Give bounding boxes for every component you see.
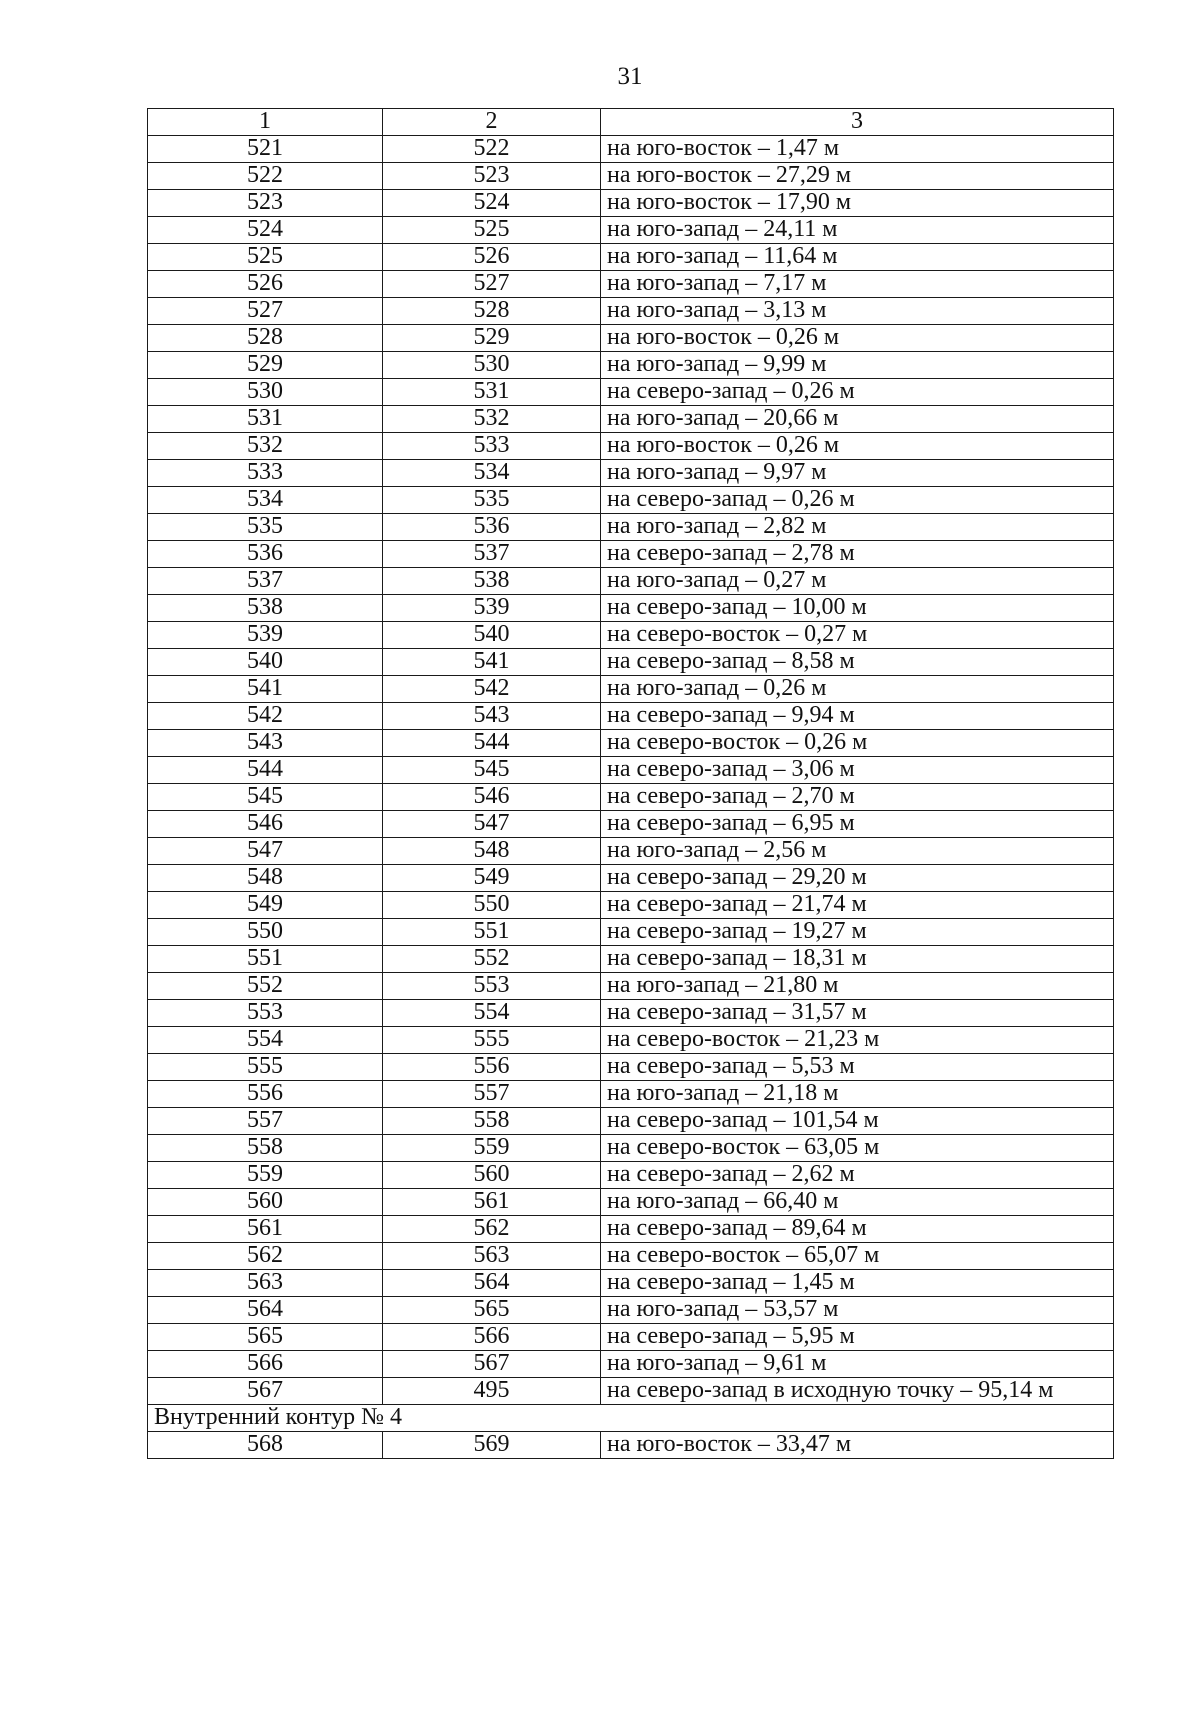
direction-distance-cell: на юго-запад – 24,11 м [601, 217, 1114, 244]
point-to-cell: 533 [383, 433, 601, 460]
point-to-cell: 554 [383, 1000, 601, 1027]
direction-distance-cell: на северо-запад в исходную точку – 95,14 м [601, 1378, 1114, 1405]
point-from-cell: 547 [148, 838, 383, 865]
point-from-cell: 568 [148, 1432, 383, 1459]
direction-distance-cell: на северо-запад – 6,95 м [601, 811, 1114, 838]
point-from-cell: 540 [148, 649, 383, 676]
table-row [148, 865, 1114, 892]
direction-distance-cell: на юго-запад – 9,97 м [601, 460, 1114, 487]
point-to-cell: 555 [383, 1027, 601, 1054]
point-to-cell: 535 [383, 487, 601, 514]
direction-distance-cell: на юго-восток – 1,47 м [601, 136, 1114, 163]
point-from-cell: 546 [148, 811, 383, 838]
point-to-cell: 567 [383, 1351, 601, 1378]
point-from-cell: 521 [148, 136, 383, 163]
point-to-cell: 528 [383, 298, 601, 325]
direction-distance-cell: на юго-запад – 21,18 м [601, 1081, 1114, 1108]
point-to-cell: 540 [383, 622, 601, 649]
table-row [148, 1162, 1114, 1189]
point-from-cell: 558 [148, 1135, 383, 1162]
table-row [148, 1297, 1114, 1324]
table-row [148, 163, 1114, 190]
table-row [148, 1243, 1114, 1270]
table-row [148, 595, 1114, 622]
point-to-cell: 536 [383, 514, 601, 541]
point-to-cell: 542 [383, 676, 601, 703]
point-from-cell: 535 [148, 514, 383, 541]
direction-distance-cell: на северо-восток – 0,27 м [601, 622, 1114, 649]
direction-distance-cell: на северо-запад – 8,58 м [601, 649, 1114, 676]
table-row [148, 892, 1114, 919]
table-row [148, 703, 1114, 730]
column-header-3: 3 [601, 109, 1114, 136]
direction-distance-cell: на северо-восток – 21,23 м [601, 1027, 1114, 1054]
table-row [148, 325, 1114, 352]
point-to-cell: 537 [383, 541, 601, 568]
point-from-cell: 553 [148, 1000, 383, 1027]
direction-distance-cell: на северо-запад – 18,31 м [601, 946, 1114, 973]
table-row [148, 433, 1114, 460]
table-row [148, 487, 1114, 514]
direction-distance-cell: на юго-запад – 9,61 м [601, 1351, 1114, 1378]
direction-distance-cell: на северо-запад – 2,78 м [601, 541, 1114, 568]
point-from-cell: 559 [148, 1162, 383, 1189]
point-to-cell: 549 [383, 865, 601, 892]
table-row [148, 136, 1114, 163]
point-from-cell: 551 [148, 946, 383, 973]
point-from-cell: 565 [148, 1324, 383, 1351]
table-row [148, 379, 1114, 406]
direction-distance-cell: на юго-запад – 3,13 м [601, 298, 1114, 325]
point-to-cell: 527 [383, 271, 601, 298]
point-to-cell: 552 [383, 946, 601, 973]
direction-distance-cell: на северо-запад – 0,26 м [601, 379, 1114, 406]
table-row [148, 1432, 1114, 1459]
point-to-cell: 522 [383, 136, 601, 163]
point-from-cell: 539 [148, 622, 383, 649]
point-from-cell: 528 [148, 325, 383, 352]
point-to-cell: 531 [383, 379, 601, 406]
point-from-cell: 530 [148, 379, 383, 406]
point-from-cell: 529 [148, 352, 383, 379]
table-row [148, 298, 1114, 325]
point-from-cell: 563 [148, 1270, 383, 1297]
section-title: Внутренний контур № 4 [148, 1405, 1114, 1432]
point-from-cell: 527 [148, 298, 383, 325]
direction-distance-cell: на юго-запад – 9,99 м [601, 352, 1114, 379]
point-from-cell: 536 [148, 541, 383, 568]
point-from-cell: 532 [148, 433, 383, 460]
point-to-cell: 550 [383, 892, 601, 919]
point-to-cell: 541 [383, 649, 601, 676]
direction-distance-cell: на юго-запад – 2,56 м [601, 838, 1114, 865]
point-to-cell: 524 [383, 190, 601, 217]
point-to-cell: 565 [383, 1297, 601, 1324]
table-row [148, 1081, 1114, 1108]
direction-distance-cell: на северо-запад – 2,70 м [601, 784, 1114, 811]
table-row [148, 1216, 1114, 1243]
table-row [148, 973, 1114, 1000]
table-row [148, 757, 1114, 784]
direction-distance-cell: на юго-запад – 20,66 м [601, 406, 1114, 433]
table-row [148, 217, 1114, 244]
point-to-cell: 553 [383, 973, 601, 1000]
table-row [148, 1027, 1114, 1054]
point-to-cell: 563 [383, 1243, 601, 1270]
point-to-cell: 532 [383, 406, 601, 433]
point-from-cell: 550 [148, 919, 383, 946]
point-from-cell: 560 [148, 1189, 383, 1216]
table-row [148, 946, 1114, 973]
point-from-cell: 542 [148, 703, 383, 730]
point-to-cell: 539 [383, 595, 601, 622]
table-row [148, 1054, 1114, 1081]
point-to-cell: 557 [383, 1081, 601, 1108]
point-from-cell: 531 [148, 406, 383, 433]
point-to-cell: 559 [383, 1135, 601, 1162]
table-row [148, 244, 1114, 271]
point-to-cell: 558 [383, 1108, 601, 1135]
point-from-cell: 555 [148, 1054, 383, 1081]
point-to-cell: 547 [383, 811, 601, 838]
direction-distance-cell: на юго-запад – 0,27 м [601, 568, 1114, 595]
point-to-cell: 534 [383, 460, 601, 487]
direction-distance-cell: на юго-запад – 0,26 м [601, 676, 1114, 703]
direction-distance-cell: на юго-запад – 2,82 м [601, 514, 1114, 541]
direction-distance-cell: на северо-запад – 19,27 м [601, 919, 1114, 946]
point-from-cell: 557 [148, 1108, 383, 1135]
point-from-cell: 534 [148, 487, 383, 514]
point-to-cell: 545 [383, 757, 601, 784]
point-from-cell: 564 [148, 1297, 383, 1324]
point-to-cell: 495 [383, 1378, 601, 1405]
direction-distance-cell: на северо-запад – 3,06 м [601, 757, 1114, 784]
point-from-cell: 543 [148, 730, 383, 757]
point-from-cell: 541 [148, 676, 383, 703]
point-to-cell: 538 [383, 568, 601, 595]
direction-distance-cell: на северо-запад – 9,94 м [601, 703, 1114, 730]
table-row [148, 541, 1114, 568]
point-from-cell: 548 [148, 865, 383, 892]
point-from-cell: 549 [148, 892, 383, 919]
page-number: 31 [617, 63, 643, 90]
direction-distance-cell: на северо-запад – 1,45 м [601, 1270, 1114, 1297]
direction-distance-cell: на северо-запад – 101,54 м [601, 1108, 1114, 1135]
table-row [148, 190, 1114, 217]
point-from-cell: 545 [148, 784, 383, 811]
table-row [148, 568, 1114, 595]
direction-distance-cell: на северо-запад – 89,64 м [601, 1216, 1114, 1243]
table-header-row [148, 109, 1114, 136]
point-from-cell: 566 [148, 1351, 383, 1378]
direction-distance-cell: на юго-восток – 33,47 м [601, 1432, 1114, 1459]
point-from-cell: 561 [148, 1216, 383, 1243]
table-row [148, 919, 1114, 946]
direction-distance-cell: на северо-восток – 65,07 м [601, 1243, 1114, 1270]
point-to-cell: 529 [383, 325, 601, 352]
point-from-cell: 524 [148, 217, 383, 244]
table-row [148, 676, 1114, 703]
direction-distance-cell: на юго-восток – 0,26 м [601, 433, 1114, 460]
table-row [148, 352, 1114, 379]
point-from-cell: 526 [148, 271, 383, 298]
point-from-cell: 554 [148, 1027, 383, 1054]
table-row [148, 514, 1114, 541]
point-to-cell: 564 [383, 1270, 601, 1297]
point-to-cell: 548 [383, 838, 601, 865]
table-row [148, 1189, 1114, 1216]
point-from-cell: 523 [148, 190, 383, 217]
point-to-cell: 523 [383, 163, 601, 190]
direction-distance-cell: на юго-восток – 17,90 м [601, 190, 1114, 217]
point-from-cell: 544 [148, 757, 383, 784]
point-to-cell: 551 [383, 919, 601, 946]
point-from-cell: 552 [148, 973, 383, 1000]
table-row [148, 406, 1114, 433]
point-from-cell: 537 [148, 568, 383, 595]
point-to-cell: 526 [383, 244, 601, 271]
direction-distance-cell: на юго-восток – 0,26 м [601, 325, 1114, 352]
point-to-cell: 566 [383, 1324, 601, 1351]
point-from-cell: 567 [148, 1378, 383, 1405]
direction-distance-cell: на юго-запад – 7,17 м [601, 271, 1114, 298]
point-to-cell: 530 [383, 352, 601, 379]
point-to-cell: 546 [383, 784, 601, 811]
section-row [148, 1405, 1114, 1432]
direction-distance-cell: на юго-запад – 53,57 м [601, 1297, 1114, 1324]
point-from-cell: 525 [148, 244, 383, 271]
direction-distance-cell: на северо-восток – 63,05 м [601, 1135, 1114, 1162]
point-from-cell: 562 [148, 1243, 383, 1270]
table-row [148, 1351, 1114, 1378]
point-from-cell: 538 [148, 595, 383, 622]
table-row [148, 1135, 1114, 1162]
point-to-cell: 569 [383, 1432, 601, 1459]
direction-distance-cell: на северо-запад – 21,74 м [601, 892, 1114, 919]
column-header-1: 1 [148, 109, 383, 136]
point-to-cell: 525 [383, 217, 601, 244]
point-to-cell: 562 [383, 1216, 601, 1243]
table-row [148, 649, 1114, 676]
boundary-table [147, 108, 1114, 1459]
direction-distance-cell: на северо-запад – 2,62 м [601, 1162, 1114, 1189]
direction-distance-cell: на юго-запад – 11,64 м [601, 244, 1114, 271]
table-row [148, 271, 1114, 298]
direction-distance-cell: на северо-запад – 29,20 м [601, 865, 1114, 892]
direction-distance-cell: на юго-запад – 66,40 м [601, 1189, 1114, 1216]
point-to-cell: 561 [383, 1189, 601, 1216]
point-to-cell: 556 [383, 1054, 601, 1081]
direction-distance-cell: на северо-запад – 5,53 м [601, 1054, 1114, 1081]
point-from-cell: 556 [148, 1081, 383, 1108]
column-header-2: 2 [383, 109, 601, 136]
table-row [148, 730, 1114, 757]
table-row [148, 1324, 1114, 1351]
point-to-cell: 544 [383, 730, 601, 757]
direction-distance-cell: на юго-восток – 27,29 м [601, 163, 1114, 190]
direction-distance-cell: на северо-запад – 31,57 м [601, 1000, 1114, 1027]
table-row [148, 784, 1114, 811]
direction-distance-cell: на северо-запад – 10,00 м [601, 595, 1114, 622]
direction-distance-cell: на юго-запад – 21,80 м [601, 973, 1114, 1000]
table-row [148, 1378, 1114, 1405]
table-row [148, 838, 1114, 865]
table-row [148, 811, 1114, 838]
table-row [148, 460, 1114, 487]
direction-distance-cell: на северо-запад – 0,26 м [601, 487, 1114, 514]
direction-distance-cell: на северо-запад – 5,95 м [601, 1324, 1114, 1351]
table-row [148, 1000, 1114, 1027]
point-to-cell: 560 [383, 1162, 601, 1189]
table-row [148, 622, 1114, 649]
table-body [148, 136, 1114, 1459]
point-from-cell: 522 [148, 163, 383, 190]
direction-distance-cell: на северо-восток – 0,26 м [601, 730, 1114, 757]
point-to-cell: 543 [383, 703, 601, 730]
table-row [148, 1270, 1114, 1297]
point-from-cell: 533 [148, 460, 383, 487]
table-row [148, 1108, 1114, 1135]
